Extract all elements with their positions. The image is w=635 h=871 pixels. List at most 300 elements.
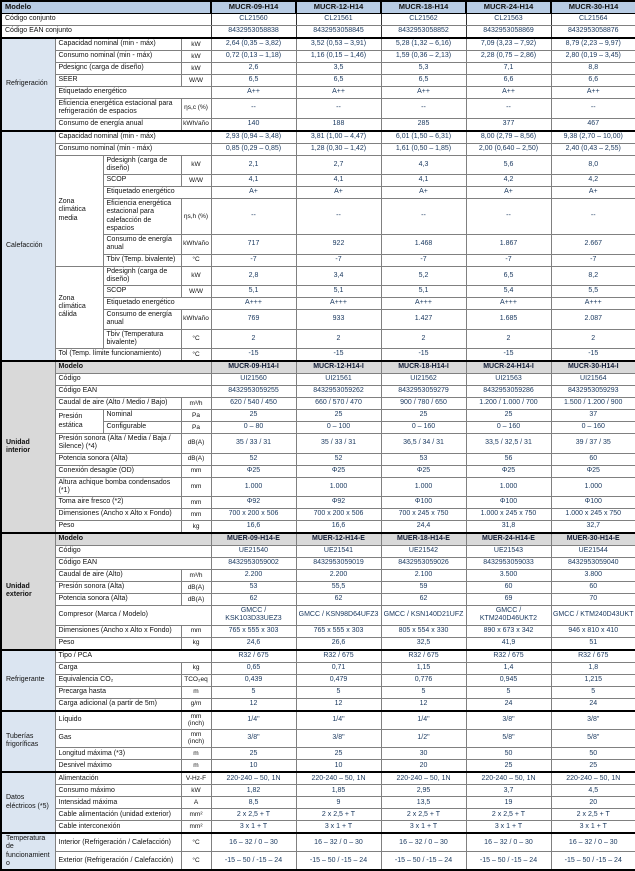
- cell-value: 8432953058838: [211, 26, 296, 39]
- cell-value: Φ100: [551, 497, 635, 509]
- header-model: MUCR-30-H14: [551, 1, 635, 14]
- cell-value: 19: [466, 797, 551, 809]
- cell-value: 5,5: [551, 286, 635, 298]
- cell-value: 13,5: [381, 797, 466, 809]
- cell-value: 0 – 160: [466, 422, 551, 434]
- cell-value: --: [381, 199, 466, 235]
- cell-value: 12: [296, 698, 381, 711]
- row-label: Carga: [55, 662, 181, 674]
- cell-value: 5,1: [211, 286, 296, 298]
- unit-label: m³/h: [181, 398, 211, 410]
- cell-value: GMCC / KTM240D43UKT: [551, 606, 635, 626]
- cell-value: 0,479: [296, 674, 381, 686]
- cell-value: GMCC / KTM240D46UKT2: [466, 606, 551, 626]
- cell-value: 2,40 (0,43 – 2,55): [551, 143, 635, 155]
- cell-value: 30: [381, 748, 466, 760]
- cell-value: 5,1: [296, 286, 381, 298]
- cell-value: 5,3: [381, 63, 466, 75]
- cell-value: 3 x 1 + T: [551, 821, 635, 834]
- zone-label: Zona climática media: [55, 155, 103, 266]
- unit-label: kg: [181, 662, 211, 674]
- cell-value: Φ92: [211, 497, 296, 509]
- cell-value: -15 – 50 / -15 – 24: [466, 852, 551, 871]
- cell-value: 6,5: [381, 75, 466, 87]
- cell-value: 2.087: [551, 310, 635, 330]
- row-label: SEER: [55, 75, 181, 87]
- cell-value: 8432953058869: [466, 26, 551, 39]
- cell-value: 620 / 540 / 450: [211, 398, 296, 410]
- cell-value: 3,52 (0,53 – 3,91): [296, 38, 381, 51]
- cell-value: 4,3: [381, 155, 466, 175]
- cell-value: 36,5 / 34 / 31: [381, 434, 466, 454]
- unit-label: mm: [181, 497, 211, 509]
- cell-value: GMCC / KSN98D64UFZ3: [296, 606, 381, 626]
- cell-value: A+++: [551, 298, 635, 310]
- row-label: Modelo: [55, 533, 211, 546]
- cell-value: Φ25: [466, 465, 551, 477]
- cell-value: 2,64 (0,35 – 3,82): [211, 38, 296, 51]
- row-label: Peso: [55, 521, 181, 534]
- cell-value: -15: [551, 349, 635, 362]
- cell-value: 2,7: [296, 155, 381, 175]
- cell-value: 8432953058845: [296, 26, 381, 39]
- row-label: Presión sonora (Alta): [55, 582, 181, 594]
- row-label: Capacidad nominal (min - máx): [55, 131, 211, 144]
- cell-value: 9,38 (2,70 – 10,00): [551, 131, 635, 144]
- cell-value: -7: [381, 254, 466, 266]
- cell-value: 467: [551, 118, 635, 131]
- cell-value: --: [211, 199, 296, 235]
- cell-value: 25: [381, 410, 466, 422]
- cell-value: 8,79 (2,23 – 9,97): [551, 38, 635, 51]
- unit-label: ηs,c (%): [181, 99, 211, 119]
- cell-value: 2,00 (0,640 – 2,50): [466, 143, 551, 155]
- cell-value: 3 x 1 + T: [296, 821, 381, 834]
- unit-label: °C: [181, 254, 211, 266]
- cell-value: 60: [551, 453, 635, 465]
- cell-value: 2 x 2,5 + T: [381, 809, 466, 821]
- cell-value: 6,5: [296, 75, 381, 87]
- section-label: Calefacción: [1, 131, 55, 362]
- cell-value: 0,71: [296, 662, 381, 674]
- cell-value: 700 x 245 x 750: [381, 509, 466, 521]
- cell-value: --: [211, 99, 296, 119]
- cell-value: 1.000 x 245 x 750: [551, 509, 635, 521]
- cell-value: 140: [211, 118, 296, 131]
- cell-value: 8432953059026: [381, 558, 466, 570]
- cell-value: 6,6: [466, 75, 551, 87]
- cell-value: 2,1: [211, 155, 296, 175]
- cell-value: A+++: [211, 298, 296, 310]
- cell-value: 5: [466, 686, 551, 698]
- cell-value: -15 – 50 / -15 – 24: [296, 852, 381, 871]
- unit-label: kW: [181, 51, 211, 63]
- cell-value: MUER-30-H14-E: [551, 533, 635, 546]
- cell-value: 16 – 32 / 0 – 30: [551, 833, 635, 852]
- cell-value: 2: [296, 329, 381, 349]
- row-label: Código conjunto: [1, 14, 211, 26]
- row-label: Dimensiones (Ancho x Alto x Fondo): [55, 509, 181, 521]
- cell-value: 5: [211, 686, 296, 698]
- header-model: MUCR-09-H14: [211, 1, 296, 14]
- row-label: Código EAN: [55, 386, 211, 398]
- row-label: Altura achique bomba condensados (*1): [55, 477, 181, 497]
- cell-value: 53: [381, 453, 466, 465]
- row-label: Etiquetado energético: [55, 87, 211, 99]
- cell-value: 8,2: [551, 266, 635, 286]
- unit-label: °C: [181, 349, 211, 362]
- cell-value: 25: [551, 760, 635, 773]
- row-label: Eficiencia energética estacional para refrigeración de espacios: [55, 99, 181, 119]
- cell-value: 2 x 2,5 + T: [466, 809, 551, 821]
- row-label: Código EAN: [55, 558, 211, 570]
- cell-value: A+: [551, 187, 635, 199]
- cell-value: 16 – 32 / 0 – 30: [381, 833, 466, 852]
- cell-value: 2,8: [211, 266, 296, 286]
- cell-value: A+++: [381, 298, 466, 310]
- cell-value: 26,6: [296, 637, 381, 650]
- cell-value: 3,5: [296, 63, 381, 75]
- row-label: Interior (Refrigeración / Calefacción): [55, 833, 181, 852]
- cell-value: 2: [551, 329, 635, 349]
- cell-value: A++: [211, 87, 296, 99]
- unit-label: mm (inch): [181, 711, 211, 730]
- cell-value: 4,5: [551, 785, 635, 797]
- row-label: Código: [55, 546, 211, 558]
- row-label: Desnivel máximo: [55, 760, 181, 773]
- cell-value: -15: [211, 349, 296, 362]
- cell-value: 16 – 32 / 0 – 30: [296, 833, 381, 852]
- cell-value: 1.200 / 1.000 / 700: [466, 398, 551, 410]
- cell-value: 62: [296, 594, 381, 606]
- cell-value: -15 – 50 / -15 – 24: [551, 852, 635, 871]
- cell-value: 2: [381, 329, 466, 349]
- row-label: Nominal: [103, 410, 181, 422]
- cell-value: 1,8: [551, 662, 635, 674]
- cell-value: 5: [381, 686, 466, 698]
- row-label: Cable alimentación (unidad exterior): [55, 809, 181, 821]
- header-model: MUCR-12-H14: [296, 1, 381, 14]
- cell-value: 2 x 2,5 + T: [296, 809, 381, 821]
- cell-value: Φ25: [296, 465, 381, 477]
- cell-value: 33,5 / 32,5 / 31: [466, 434, 551, 454]
- cell-value: 4,2: [466, 175, 551, 187]
- cell-value: 24,6: [211, 637, 296, 650]
- unit-label: dB(A): [181, 594, 211, 606]
- cell-value: 2 x 2,5 + T: [211, 809, 296, 821]
- cell-value: 60: [551, 582, 635, 594]
- cell-value: 8432953059262: [296, 386, 381, 398]
- cell-value: -7: [551, 254, 635, 266]
- unit-label: g/m: [181, 698, 211, 711]
- cell-value: R32 / 675: [551, 650, 635, 663]
- cell-value: MUCR-09-H14-I: [211, 361, 296, 374]
- header-modelo-label: Modelo: [1, 1, 211, 14]
- cell-value: -15 – 50 / -15 – 24: [381, 852, 466, 871]
- unit-label: m: [181, 748, 211, 760]
- cell-value: MUER-18-H14-E: [381, 533, 466, 546]
- cell-value: 52: [211, 453, 296, 465]
- cell-value: 3.800: [551, 570, 635, 582]
- cell-value: 16 – 32 / 0 – 30: [466, 833, 551, 852]
- cell-value: MUCR-24-H14-I: [466, 361, 551, 374]
- cell-value: 769: [211, 310, 296, 330]
- cell-value: 3/8": [551, 711, 635, 730]
- unit-label: m: [181, 760, 211, 773]
- cell-value: 25: [466, 410, 551, 422]
- cell-value: 62: [381, 594, 466, 606]
- cell-value: Φ92: [296, 497, 381, 509]
- unit-label: Pa: [181, 410, 211, 422]
- cell-value: 1/4": [211, 711, 296, 730]
- row-label: Código EAN conjunto: [1, 26, 211, 39]
- row-label: Código: [55, 374, 211, 386]
- row-label: Potencia sonora (Alta): [55, 453, 181, 465]
- cell-value: A++: [381, 87, 466, 99]
- cell-value: 0 – 160: [381, 422, 466, 434]
- cell-value: 8432953059040: [551, 558, 635, 570]
- unit-label: ηs,h (%): [181, 199, 211, 235]
- cell-value: 8,5: [211, 797, 296, 809]
- cell-value: A+: [381, 187, 466, 199]
- cell-value: 660 / 570 / 470: [296, 398, 381, 410]
- row-label: Peso: [55, 637, 181, 650]
- cell-value: 3,81 (1,00 – 4,47): [296, 131, 381, 144]
- cell-value: A++: [551, 87, 635, 99]
- cell-value: 890 x 673 x 342: [466, 625, 551, 637]
- cell-value: -15 – 50 / -15 – 24: [211, 852, 296, 871]
- row-label: Eficiencia energética estacional para calefacción de espacios: [103, 199, 181, 235]
- section-label: Temperatura de funcionamiento: [1, 833, 55, 870]
- cell-value: --: [466, 99, 551, 119]
- cell-value: UI21561: [296, 374, 381, 386]
- row-label: Carga adicional (a partir de 5m): [55, 698, 181, 711]
- cell-value: 35 / 33 / 31: [211, 434, 296, 454]
- unit-label: m³/h: [181, 570, 211, 582]
- cell-value: 900 / 780 / 650: [381, 398, 466, 410]
- cell-value: 1,59 (0,36 – 2,13): [381, 51, 466, 63]
- cell-value: 1.427: [381, 310, 466, 330]
- cell-value: 25: [296, 410, 381, 422]
- cell-value: 20: [381, 760, 466, 773]
- cell-value: 2,80 (0,19 – 3,45): [551, 51, 635, 63]
- cell-value: 12: [381, 698, 466, 711]
- cell-value: 1,15: [381, 662, 466, 674]
- cell-value: -7: [296, 254, 381, 266]
- cell-value: -15: [466, 349, 551, 362]
- row-label: Pdesignh (carga de diseño): [103, 155, 181, 175]
- unit-label: W/W: [181, 175, 211, 187]
- cell-value: 0 – 80: [211, 422, 296, 434]
- cell-value: 25: [296, 748, 381, 760]
- unit-label: mm²: [181, 809, 211, 821]
- cell-value: R32 / 675: [296, 650, 381, 663]
- cell-value: 8432953059286: [466, 386, 551, 398]
- row-label: SCOP: [103, 175, 181, 187]
- cell-value: 20: [551, 797, 635, 809]
- header-model: MUCR-18-H14: [381, 1, 466, 14]
- section-label: Unidad interior: [1, 361, 55, 533]
- cell-value: 188: [296, 118, 381, 131]
- cell-value: 70: [551, 594, 635, 606]
- unit-label: W/W: [181, 75, 211, 87]
- cell-value: 1.867: [466, 235, 551, 255]
- cell-value: 0,72 (0,13 – 1,18): [211, 51, 296, 63]
- cell-value: 4,1: [296, 175, 381, 187]
- unit-label: mm: [181, 509, 211, 521]
- cell-value: --: [551, 99, 635, 119]
- cell-value: UE21542: [381, 546, 466, 558]
- cell-value: --: [296, 199, 381, 235]
- row-label: Caudal de aire (Alto / Medio / Bajo): [55, 398, 181, 410]
- cell-value: 25: [211, 410, 296, 422]
- cell-value: 1,61 (0,50 – 1,85): [381, 143, 466, 155]
- unit-label: mm²: [181, 821, 211, 834]
- row-label: Cable interconexión: [55, 821, 181, 834]
- cell-value: MUCR-12-H14-I: [296, 361, 381, 374]
- cell-value: 8432953058852: [381, 26, 466, 39]
- cell-value: 32,5: [381, 637, 466, 650]
- cell-value: 1.000 x 245 x 750: [466, 509, 551, 521]
- unit-label: A: [181, 797, 211, 809]
- cell-value: R32 / 675: [211, 650, 296, 663]
- header-model: MUCR-24-H14: [466, 1, 551, 14]
- cell-value: 41,9: [466, 637, 551, 650]
- row-label: Tbiv (Temp. bivalente): [103, 254, 181, 266]
- cell-value: 1,16 (0,15 – 1,46): [296, 51, 381, 63]
- cell-value: 220-240 – 50, 1N: [466, 772, 551, 785]
- cell-value: A+: [296, 187, 381, 199]
- row-label: Capacidad nominal (min - máx): [55, 38, 181, 51]
- cell-value: A++: [296, 87, 381, 99]
- cell-value: 1.000: [551, 477, 635, 497]
- unit-label: mm: [181, 477, 211, 497]
- cell-value: R32 / 675: [466, 650, 551, 663]
- cell-value: 39 / 37 / 35: [551, 434, 635, 454]
- cell-value: 8,0: [551, 155, 635, 175]
- unit-label: °C: [181, 852, 211, 871]
- cell-value: 5: [551, 686, 635, 698]
- cell-value: MUER-24-H14-E: [466, 533, 551, 546]
- cell-value: 6,5: [211, 75, 296, 87]
- cell-value: 3 x 1 + T: [466, 821, 551, 834]
- cell-value: 2,93 (0,94 – 3,48): [211, 131, 296, 144]
- cell-value: A++: [466, 87, 551, 99]
- cell-value: GMCC / KSN140D21UFZ: [381, 606, 466, 626]
- row-label: Consumo de energía anual: [55, 118, 181, 131]
- unit-label: dB(A): [181, 582, 211, 594]
- cell-value: 2,95: [381, 785, 466, 797]
- cell-value: 5: [296, 686, 381, 698]
- unit-label: mm: [181, 625, 211, 637]
- cell-value: 3.500: [466, 570, 551, 582]
- cell-value: 0,945: [466, 674, 551, 686]
- section-label: Refrigerante: [1, 650, 55, 711]
- cell-value: CL21563: [466, 14, 551, 26]
- cell-value: MUCR-30-H14-I: [551, 361, 635, 374]
- row-label: Caudal de aire (Alto): [55, 570, 181, 582]
- unit-label: mm: [181, 465, 211, 477]
- cell-value: GMCC / KSK103D33UEZ3: [211, 606, 296, 626]
- cell-value: 24,4: [381, 521, 466, 534]
- cell-value: Φ25: [381, 465, 466, 477]
- unit-label: kW: [181, 38, 211, 51]
- row-label: Tol (Temp. límite funcionamiento): [55, 349, 181, 362]
- cell-value: Φ25: [211, 465, 296, 477]
- cell-value: --: [551, 199, 635, 235]
- cell-value: UE21544: [551, 546, 635, 558]
- row-label: Dimensiones (Ancho x Alto x Fondo): [55, 625, 181, 637]
- cell-value: 1/4": [381, 711, 466, 730]
- cell-value: 220-240 – 50, 1N: [381, 772, 466, 785]
- cell-value: 1,215: [551, 674, 635, 686]
- row-label: Pdesignh (carga de diseño): [103, 266, 181, 286]
- cell-value: A+: [211, 187, 296, 199]
- row-label: Presión sonora (Alta / Media / Baja / Silence) (*4): [55, 434, 181, 454]
- cell-value: 285: [381, 118, 466, 131]
- unit-label: kW: [181, 785, 211, 797]
- cell-value: 6,5: [466, 266, 551, 286]
- cell-value: UE21541: [296, 546, 381, 558]
- cell-value: MUER-12-H14-E: [296, 533, 381, 546]
- cell-value: 8432953059293: [551, 386, 635, 398]
- cell-value: 933: [296, 310, 381, 330]
- unit-label: kW: [181, 63, 211, 75]
- cell-value: 2,6: [211, 63, 296, 75]
- unit-label: °C: [181, 329, 211, 349]
- cell-value: 8432953059255: [211, 386, 296, 398]
- cell-value: 52: [296, 453, 381, 465]
- cell-value: 31,8: [466, 521, 551, 534]
- cell-value: 2.200: [211, 570, 296, 582]
- row-label: Conexión desagüe (OD): [55, 465, 181, 477]
- cell-value: 8432953059019: [296, 558, 381, 570]
- zone-label: Zona climática cálida: [55, 266, 103, 349]
- cell-value: 6,01 (1,50 – 6,31): [381, 131, 466, 144]
- cell-value: 16,6: [211, 521, 296, 534]
- cell-value: UI21563: [466, 374, 551, 386]
- cell-value: A+: [466, 187, 551, 199]
- cell-value: 765 x 555 x 303: [296, 625, 381, 637]
- row-label: Equivalencia CO₂: [55, 674, 181, 686]
- row-label: SCOP: [103, 286, 181, 298]
- row-label: Consumo máximo: [55, 785, 181, 797]
- row-label: Etiquetado energético: [103, 298, 211, 310]
- cell-value: UI21560: [211, 374, 296, 386]
- unit-label: TCO₂eq: [181, 674, 211, 686]
- cell-value: -15: [381, 349, 466, 362]
- cell-value: 1/2": [381, 729, 466, 747]
- unit-label: m: [181, 686, 211, 698]
- cell-value: 50: [466, 748, 551, 760]
- row-label: Intensidad máxima: [55, 797, 181, 809]
- unit-label: V-Hz-F: [181, 772, 211, 785]
- cell-value: 62: [211, 594, 296, 606]
- cell-value: Φ25: [551, 465, 635, 477]
- unit-label: dB(A): [181, 434, 211, 454]
- cell-value: 12: [211, 698, 296, 711]
- cell-value: 24: [466, 698, 551, 711]
- cell-value: 24: [551, 698, 635, 711]
- cell-value: 2,28 (0,75 – 2,86): [466, 51, 551, 63]
- cell-value: 5,1: [381, 286, 466, 298]
- row-label: Consumo nominal (min - máx): [55, 51, 181, 63]
- row-label: Consumo nominal (min - máx): [55, 143, 211, 155]
- cell-value: --: [296, 99, 381, 119]
- cell-value: 700 x 200 x 506: [211, 509, 296, 521]
- cell-value: 922: [296, 235, 381, 255]
- cell-value: Φ100: [466, 497, 551, 509]
